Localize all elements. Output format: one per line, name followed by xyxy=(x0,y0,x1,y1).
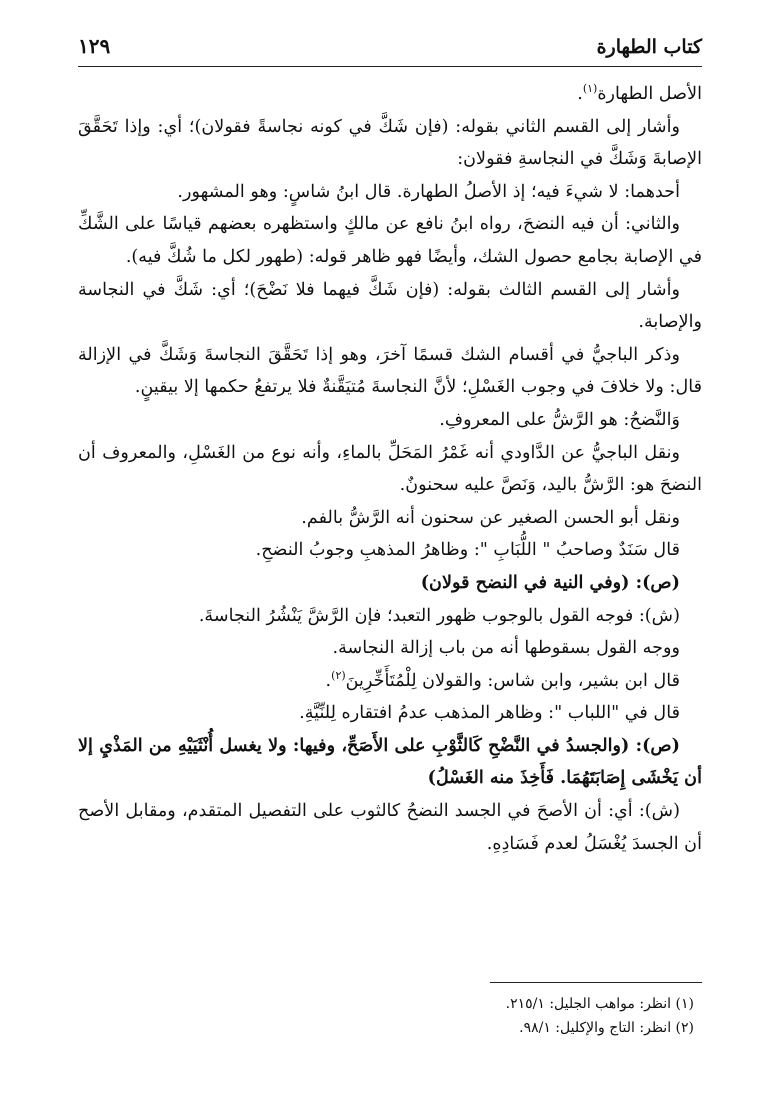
footnote-divider xyxy=(490,982,702,983)
paragraph-5: وأشار إلى القسم الثالث بقوله: (فإن شَكَّ فيهما فلا نَضْحَ)؛ أي: شَكَّ في النجاسة والإصابة. xyxy=(78,279,702,333)
paragraph-14-end: . xyxy=(325,670,332,691)
page-header xyxy=(78,30,702,67)
paragraph-12: (ش): فوجه القول بالوجوب ظهور التعبد؛ فإن الرَّشَّ يَنْشُرُ النجاسةَ. xyxy=(198,605,680,626)
paragraph-9: ونقل أبو الحسن الصغير عن سحنون أنه الرَّشُّ بالفم. xyxy=(301,507,680,528)
paragraph-2: وأشار إلى القسم الثاني بقوله: (فإن شَكَّ في كونه نجاسةً فقولان)؛ أي: وإذا تَحَقَّقَ الإصابةَ وَشَكَّ في النجاسةِ فقولان: xyxy=(78,116,702,170)
paragraph-1 xyxy=(78,78,702,111)
paragraph-1-text: الأصل الطهارة xyxy=(597,84,702,104)
footnote-1: (١) انظر: مواهب الجليل: ٢١٥/١. xyxy=(505,996,694,1012)
paragraph-7: وَالنَّضحُ: هو الرَّشُّ على المعروفِ. xyxy=(439,409,680,430)
footnote-ref-2[interactable]: (٢) xyxy=(331,668,346,682)
paragraph-8: ونقل الباجيُّ عن الدَّاودي أنه غَمْرُ المَحَلِّ بالماءِ، وأنه نوع من الغَسْلِ، والمعروف أن النضحَ هو: الرَّشُّ باليد، وَنَصَّ عليه سحنونٌ. xyxy=(78,442,702,496)
book-page xyxy=(78,30,702,1090)
paragraph-4: والثاني: أن فيه النضحَ، رواه ابنُ نافع عن مالكٍ واستظهره بعضهم قياسًا على الشَّكِّ في الإصابة بجامع حصول الشك، وأيضًا فهو ظاهر قوله: (طهور لكل ما شُكَّ فيه). xyxy=(78,214,702,267)
paragraph-17: (ش): أي: أن الأصحَ في الجسد النضحُ كالثوب على التفصيل المتقدم، ومقابل الأصح أن الجسدَ يُغْسَلُ لعدم فَسَادِهِ. xyxy=(78,801,702,854)
paragraph-14 xyxy=(78,665,702,698)
footnote-list xyxy=(78,992,702,1040)
paragraph-13: ووجه القول بسقوطها أنه من باب إزالة النجاسة. xyxy=(332,638,680,659)
main-text xyxy=(78,78,702,860)
matn-heading-2: (ص): (والجسدُ في النَّضْحِ كَالثَّوْبِ على الأَصَحِّ، وفيها: ولا يغسل أُنْثَيَيْهِ من المَذْيِ إلا أن يَخْشَى إِصَابَتَهُمَا. فَأَخِذَ منه الغَسْلُ) xyxy=(78,734,702,789)
paragraph-3: أحدهما: لا شيءَ فيه؛ إذ الأصلُ الطهارة. قال ابنُ شاسٍ: وهو المشهور. xyxy=(177,181,680,202)
paragraph-6: وذكر الباجيُّ في أقسام الشك قسمًا آخرَ، وهو إذا تَحَقَّقَ النجاسةَ وَشَكَّ في الإزالة قال: ولا خلافَ في وجوب الغَسْلِ؛ لأنَّ النجاسةَ مُتيَقَّنةٌ فلا يرتفعُ حكمها إلا بيقينٍ. xyxy=(78,344,702,398)
paragraph-1-end: . xyxy=(577,84,583,104)
footnote-2: (٢) انظر: التاج والإكليل: ٩٨/١. xyxy=(519,1020,694,1036)
paragraph-15: قال في "اللباب ": وظاهر المذهب عدمُ افتقاره لِلنِّيَّةِ. xyxy=(299,703,680,724)
paragraph-10: قال سَنَدٌ وصاحبُ " اللُّبَابِ ": وظاهرُ المذهبِ وجوبُ النضحِ. xyxy=(255,540,680,561)
page-number: ١٢٩ xyxy=(78,34,111,58)
matn-heading-1: (ص): (وفي النية في النضح قولان) xyxy=(420,571,680,593)
footnote-ref-1[interactable]: (١) xyxy=(582,82,598,96)
paragraph-14-text: قال ابن بشير، وابن شاس: والقولان لِلْمُتَأَخِّرِينَ xyxy=(345,670,680,691)
chapter-title: كتاب الطهارة xyxy=(596,36,702,58)
